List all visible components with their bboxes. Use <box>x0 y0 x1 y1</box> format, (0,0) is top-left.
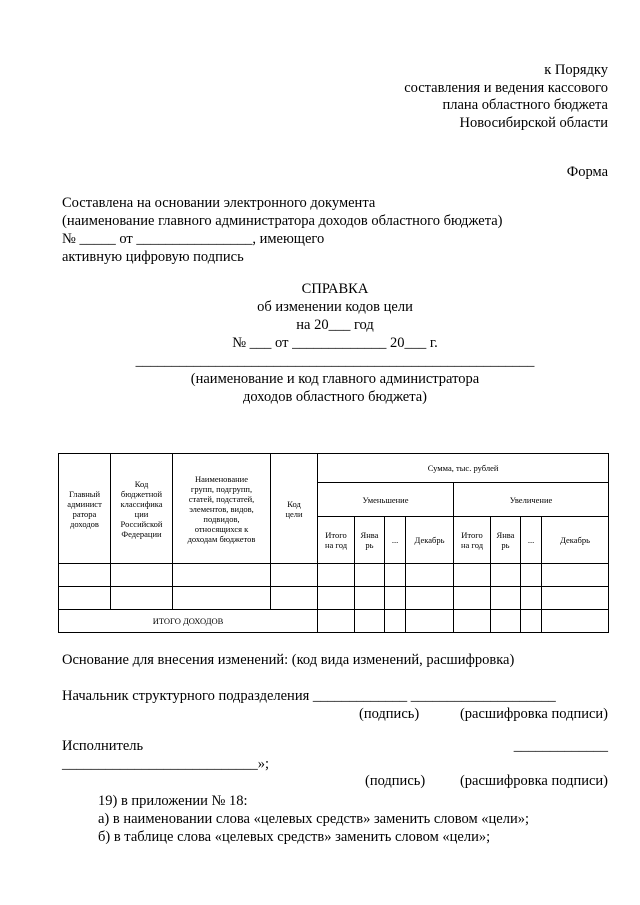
dec-ellipsis: ... <box>385 517 406 564</box>
sum-header: Сумма, тыс. рублей <box>318 454 609 483</box>
header-line-1: к Порядку <box>544 62 608 78</box>
col-name-header: Наименование групп, подгрупп, статей, подстатей, элементов, видов, подвидов, относящихся к доходам бюджетов <box>173 454 271 564</box>
total-row-label: ИТОГО ДОХОДОВ <box>59 610 318 633</box>
dec-total-year: Итого на год <box>318 517 355 564</box>
item-a: а) в наименовании слова «целевых средств» заменить словом «цели»; <box>98 811 529 827</box>
col-admin-header: Главный админист ратора доходов <box>59 454 111 564</box>
admin-underline: _______________________________________________________ <box>135 353 535 369</box>
admin-caption-2: доходов областного бюджета) <box>243 389 427 405</box>
total-row <box>59 610 609 633</box>
executor-signature-caption: (подпись) <box>365 773 426 789</box>
dec-january: Янва рь <box>355 517 385 564</box>
head-signature-line: Начальник структурного подразделения _____________ ____________________ <box>62 688 556 704</box>
preamble-line-4: активную цифровую подпись <box>62 249 244 265</box>
executor-line: _____________ <box>513 738 608 754</box>
header-line-3: плана областного бюджета <box>442 97 608 113</box>
title-number: № ___ от _____________ 20___ г. <box>232 335 438 351</box>
executor-blank: ___________________________»; <box>62 756 270 772</box>
preamble-line-3: № _____ от ________________, имеющего <box>62 231 325 247</box>
inc-ellipsis: ... <box>521 517 542 564</box>
item-19: 19) в приложении № 18: <box>98 793 248 809</box>
preamble-line-1: Составлена на основании электронного документа <box>62 195 376 211</box>
col-goal-header: Код цели <box>271 454 318 564</box>
page-title: СПРАВКА <box>301 281 369 297</box>
inc-december: Декабрь <box>542 517 609 564</box>
table-row <box>59 564 609 587</box>
executor-decoding-caption: (расшифровка подписи) <box>459 773 608 789</box>
inc-total-year: Итого на год <box>454 517 491 564</box>
decrease-header: Уменьшение <box>318 483 454 517</box>
header-line-2: составления и ведения кассового <box>404 80 608 96</box>
admin-caption-1: (наименование и код главного администратора <box>190 371 480 387</box>
title-year: на 20___ год <box>296 317 374 333</box>
form-label: Форма <box>566 164 608 180</box>
head-signature-caption: (подпись) <box>359 706 420 722</box>
title-subtitle: об изменении кодов цели <box>257 299 413 315</box>
table-row <box>59 587 609 610</box>
executor-label: Исполнитель <box>62 738 144 754</box>
item-b: б) в таблице слова «целевых средств» заменить словом «цели»; <box>98 829 491 845</box>
income-table <box>58 453 609 633</box>
increase-header: Увеличение <box>454 483 609 517</box>
inc-january: Янва рь <box>491 517 521 564</box>
col-code-header: Код бюджетной классифика ции Российской Федерации <box>111 454 173 564</box>
header-line-4: Новосибирской области <box>459 115 608 131</box>
preamble-line-2: (наименование главного администратора доходов областного бюджета) <box>62 213 503 229</box>
head-decoding-caption: (расшифровка подписи) <box>459 706 608 722</box>
basis-line: Основание для внесения изменений: (код вида изменений, расшифровка) <box>62 652 515 668</box>
dec-december: Декабрь <box>406 517 454 564</box>
